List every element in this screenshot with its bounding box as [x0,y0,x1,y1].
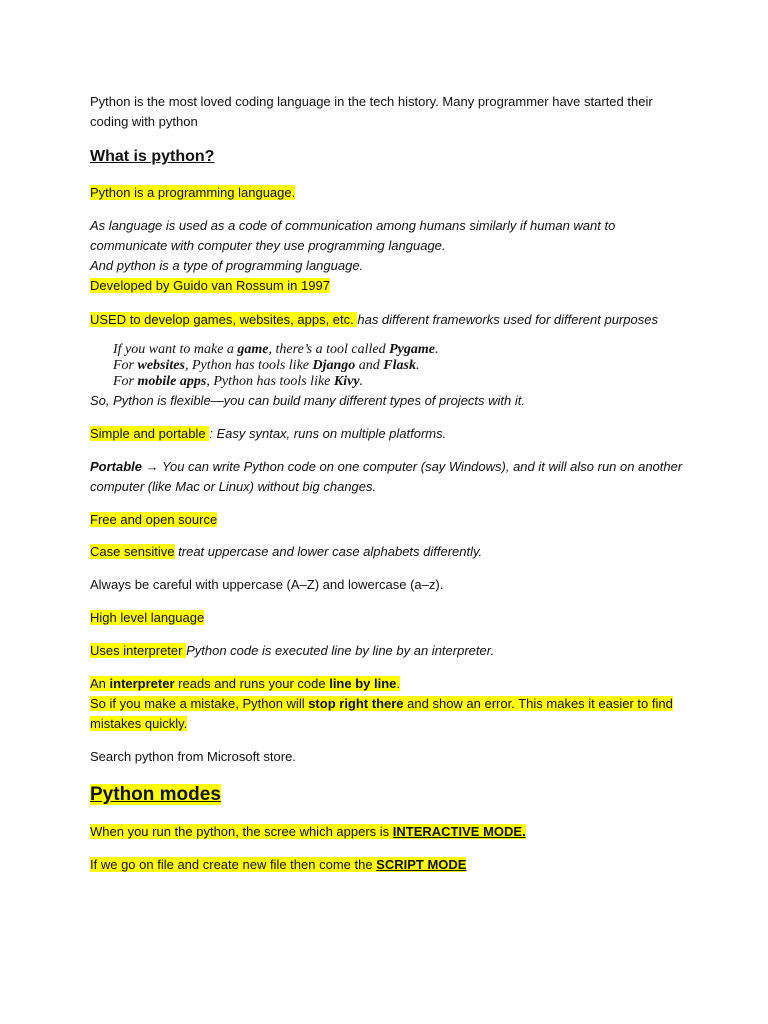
definition-text: Python is a programming language. [90,185,296,200]
text-bold: Pygame [389,342,435,357]
text: An [90,676,110,691]
simple-line [90,424,670,444]
text: . [434,342,439,357]
text: reads and runs your code [174,676,330,691]
text: So if you make a mistake, Python will [90,696,309,711]
free-text: Free and open source [90,512,218,527]
language-paragraph [90,216,670,276]
text: , Python has tools like [184,358,313,373]
text: For [113,358,138,373]
script-mode-text: SCRIPT MODE [376,857,467,872]
intro-line-1: Python is the most loved coding language in the tech history. Many programmer have started their [90,94,653,109]
text: , there’s a tool called [268,342,390,357]
text: and show an error. This makes it easier to find [403,696,673,711]
text: For [113,374,138,389]
highlevel-text: High level language [90,610,205,625]
simple-rest: : Easy syntax, runs on multiple platforms. [209,426,447,441]
used-rest: has different frameworks used for different purposes [357,312,658,327]
heading-what-is-python: What is python? [90,148,215,165]
intro-line-2: coding with python [90,114,198,129]
portable-paragraph [90,457,683,497]
text: , Python has tools like [206,374,334,389]
definition-line [90,183,670,203]
text-bold: stop right there [308,696,404,711]
used-highlight: USED to develop games, websites, apps, etc. [90,312,358,327]
language-line-3: And python is a type of programming language. [90,258,364,273]
text-bold: interpreter [109,676,175,691]
text: . [415,358,420,373]
text-bold: Django [312,358,356,373]
interactive-mode-line [90,822,670,842]
flexible-line: So, Python is flexible—you can build many different types of projects with it. [90,393,525,408]
arrow-icon: → [142,459,163,474]
heading-python-modes-line [90,783,670,808]
search-line: Search python from Microsoft store. [90,749,296,764]
text-bold: line by line [329,676,397,691]
careful-line: Always be careful with uppercase (A–Z) and lowercase (a–z). [90,577,444,592]
text: If you want to make a [113,342,238,357]
frameworks-game-line [113,342,693,358]
interactive-mode-text: INTERACTIVE MODE. [392,824,526,839]
portable-line-1: You can write Python code on one computer (say Windows), and it will also run on another [162,459,683,474]
case-line [90,542,670,562]
frameworks-mobile-line [113,374,693,390]
text: . [359,374,364,389]
text-bold: Flask [383,358,416,373]
text-bold: game [237,342,269,357]
interpreter-highlight: Uses interpreter [90,643,187,658]
text: If we go on file and create new file then come the [90,857,377,872]
text: . [396,676,401,691]
used-line [90,310,670,330]
language-line-2: communicate with computer they use programming language. [90,238,446,253]
language-line-1: As language is used as a code of communication among humans similarly if human want to [90,218,616,233]
highlevel-line [90,608,670,628]
text-bold: Kivy [333,374,360,389]
interpreter-rest: Python code is executed line by line by an interpreter. [186,643,495,658]
portable-line-2: computer (like Mac or Linux) without big changes. [90,479,377,494]
case-highlight: Case sensitive [90,544,175,559]
frameworks-list [113,342,693,390]
text: and [355,358,384,373]
case-rest: treat uppercase and lower case alphabets differently. [174,544,483,559]
simple-highlight: Simple and portable [90,426,210,441]
developed-line [90,276,670,296]
interpreter-paragraph [90,674,673,734]
free-line [90,510,670,530]
text-bold: websites [137,358,185,373]
text: When you run the python, the scree which appers is [90,824,393,839]
intro-paragraph [90,92,670,132]
text-bold: mobile apps [137,374,207,389]
frameworks-web-line [113,358,693,374]
script-mode-line [90,855,670,875]
developed-text: Developed by Guido van Rossum in 1997 [90,278,330,293]
heading-python-modes: Python modes [90,784,221,805]
portable-bold: Portable [90,459,143,474]
mistake-line-2: mistakes quickly. [90,716,188,731]
interpreter-line [90,641,670,661]
